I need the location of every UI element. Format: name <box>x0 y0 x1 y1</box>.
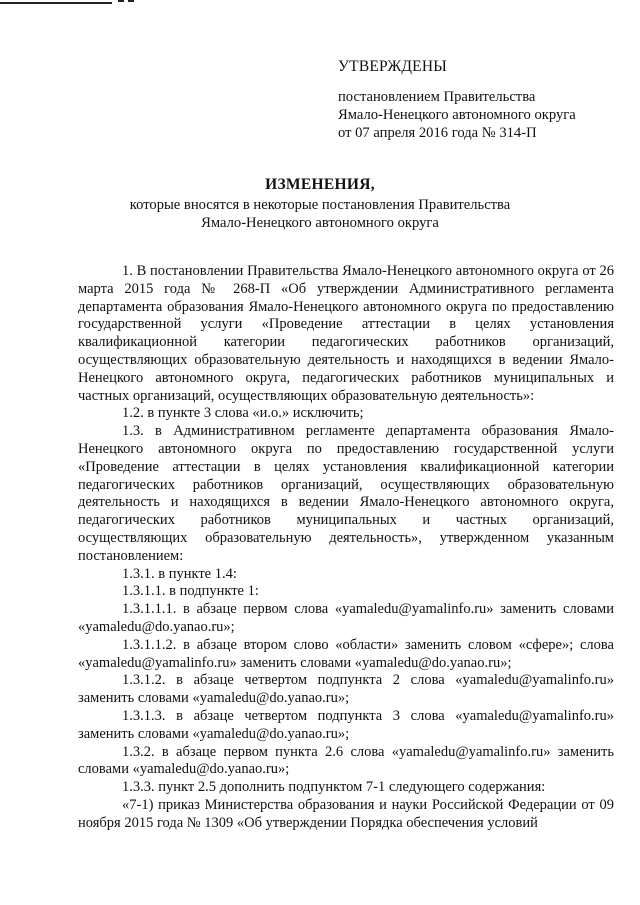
paragraph-1-3-3: 1.3.3. пункт 2.5 дополнить подпунктом 7-1 следующего содержания: <box>122 779 546 796</box>
subtitle-line: которые вносятся в некоторые постановления Правительства <box>129 197 511 213</box>
paragraph-1-3-1-2: 1.3.1.2. в абзаце четвертом подпункта 2 слова «yamaledu@yamalinfo.ru» заменить словами «yamaledu@do.yanao.ru»; <box>78 672 614 707</box>
approval-line: от 07 апреля 2016 года № 314-П <box>338 125 537 141</box>
top-rule-dash <box>128 0 134 2</box>
paragraph-1-3-2: 1.3.2. в абзаце первом пункта 2.6 слова «yamaledu@yamalinfo.ru» заменить словами «yamaledu@do.yanao.ru»; <box>78 743 614 778</box>
paragraph-1-3-1-1-1: 1.3.1.1.1. в абзаце первом слова «yamaledu@yamalinfo.ru» заменить словами «yamaledu@do.yanao.ru»; <box>78 601 614 635</box>
document-title: ИЗМЕНЕНИЯ, <box>265 176 375 193</box>
top-left-rule <box>0 2 112 4</box>
paragraph-7-1: «7-1) приказ Министерства образования и науки Российской Федерации от 09 ноября 2015 года № 1309 «Об утверждении Порядка обеспечения условий <box>78 796 614 831</box>
approval-line: постановлением Правительства <box>338 89 536 105</box>
paragraph-1-3-1-1-2: 1.3.1.1.2. в абзаце втором слово «области» заменить словом «сфере»; слова «yamaledu@yamalinfo.ru» заменить словами «yamaledu@do.yanao.ru»; <box>78 636 614 671</box>
paragraph-1-3-1: 1.3.1. в пункте 1.4: <box>122 565 237 582</box>
paragraph-1: 1. В постановлении Правительства Ямало-Ненецкого автономного округа от 26 марта 2015 года № 268-П «Об утверждении Административного регламента департамента образования Ямало-Ненецкого автономного округа по предоставлению государственной услуги «Проведение аттестации в целях установления квалификационной категории педагогических работников организаций, осуществляющих образовательную деятельность и находящихся в ведении Ямало-Ненецкого автономного округа, педагогических работников муниципальных и частных организаций, осуществляющих образовательную деятельность»: <box>78 263 614 404</box>
approval-block <box>338 58 628 142</box>
paragraph-1-3: 1.3. в Административном регламенте департамента образования Ямало-Ненецкого автономного округа по предоставлению государственной услуги «Проведение аттестации в целях установления квалификационной категории педагогических работников организаций, осуществляющих образовательную деятельность и находящихся в ведении Ямало-Ненецкого автономного округа, педагогических работников муниципальных и частных организаций, осуществляющих образовательную деятельность», утвержденном указанным постановлением: <box>78 423 614 564</box>
document-body <box>78 263 614 833</box>
document-subtitle <box>0 196 640 232</box>
paragraph-1-3-1-1: 1.3.1.1. в подпункте 1: <box>122 583 259 600</box>
subtitle-line: Ямало-Ненецкого автономного округа <box>201 215 439 231</box>
approval-line: Ямало-Ненецкого автономного округа <box>338 107 576 123</box>
paragraph-1-2: 1.2. в пункте 3 слова «и.о.» исключить; <box>122 405 364 422</box>
top-rule-dash <box>118 0 124 2</box>
approval-heading: УТВЕРЖДЕНЫ <box>338 58 447 75</box>
paragraph-1-3-1-3: 1.3.1.3. в абзаце четвертом подпункта 3 слова «yamaledu@yamalinfo.ru» заменить словами «yamaledu@do.yanao.ru»; <box>78 707 614 742</box>
